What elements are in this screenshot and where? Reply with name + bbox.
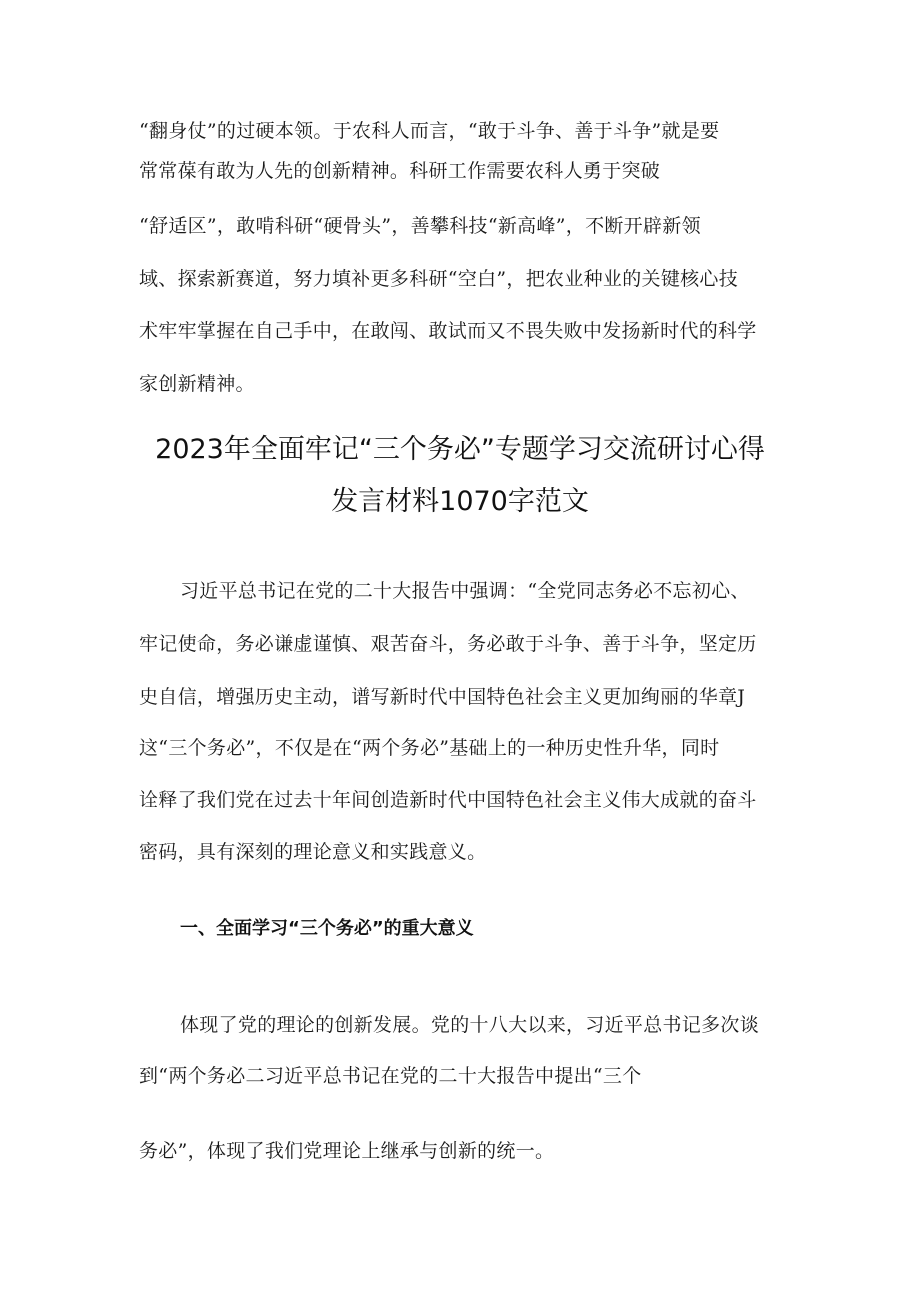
text-line: 务必”，体现了我们党理论上继承与创新的统一。 (139, 1140, 555, 1162)
text-line: 常常葆有敢为人先的创新精神。科研工作需要农科人勇于突破 (139, 160, 661, 182)
text-line: “舒适区”，敢啃科研“硬骨头”，善攀科技“新高峰”，不断开辟新领 (139, 215, 701, 237)
text-line: 体现了党的理论的创新发展。党的十八大以来，习近平总书记多次谈 (180, 1014, 760, 1036)
text-line: 习近平总书记在党的二十大报告中强调：“全党同志务必不忘初心、 (180, 580, 750, 602)
text-line: “翻身仗”的过硬本领。于农科人而言，“敢于斗争、善于斗争”就是要 (139, 120, 720, 142)
text-line: 到“两个务必二习近平总书记在党的二十大报告中提出“三个 (139, 1065, 642, 1087)
title-line: 发言材料1070字范文 (331, 486, 589, 517)
text-line: 术牢牢掌握在自己手中，在敢闯、敢试而又不畏失败中发扬新时代的科学 (139, 320, 757, 342)
text-line: 密码，具有深刻的理论意义和实践意义。 (139, 841, 487, 863)
text-line: 家创新精神。 (139, 373, 255, 395)
title-line: 2023年全面牢记“三个务必”专题学习交流研讨心得 (155, 434, 765, 465)
text-line: 这“三个务必”，不仅是在“两个务必”基础上的一种历史性升华，同时 (139, 737, 720, 759)
text-line: 域、探索新赛道，努力填补更多科研“空白”，把农业种业的关键核心技 (139, 268, 739, 290)
section-heading: 一、全面学习“三个务必”的重大意义 (180, 918, 474, 939)
text-line: 牢记使命，务必谦虚谨慎、艰苦奋斗，务必敢于斗争、善于斗争，坚定历 (139, 633, 757, 655)
text-line: 诠释了我们党在过去十年间创造新时代中国特色社会主义伟大成就的奋斗 (139, 789, 757, 811)
text-line: 史自信，增强历史主动，谱写新时代中国特色社会主义更加绚丽的华章J (139, 686, 746, 708)
